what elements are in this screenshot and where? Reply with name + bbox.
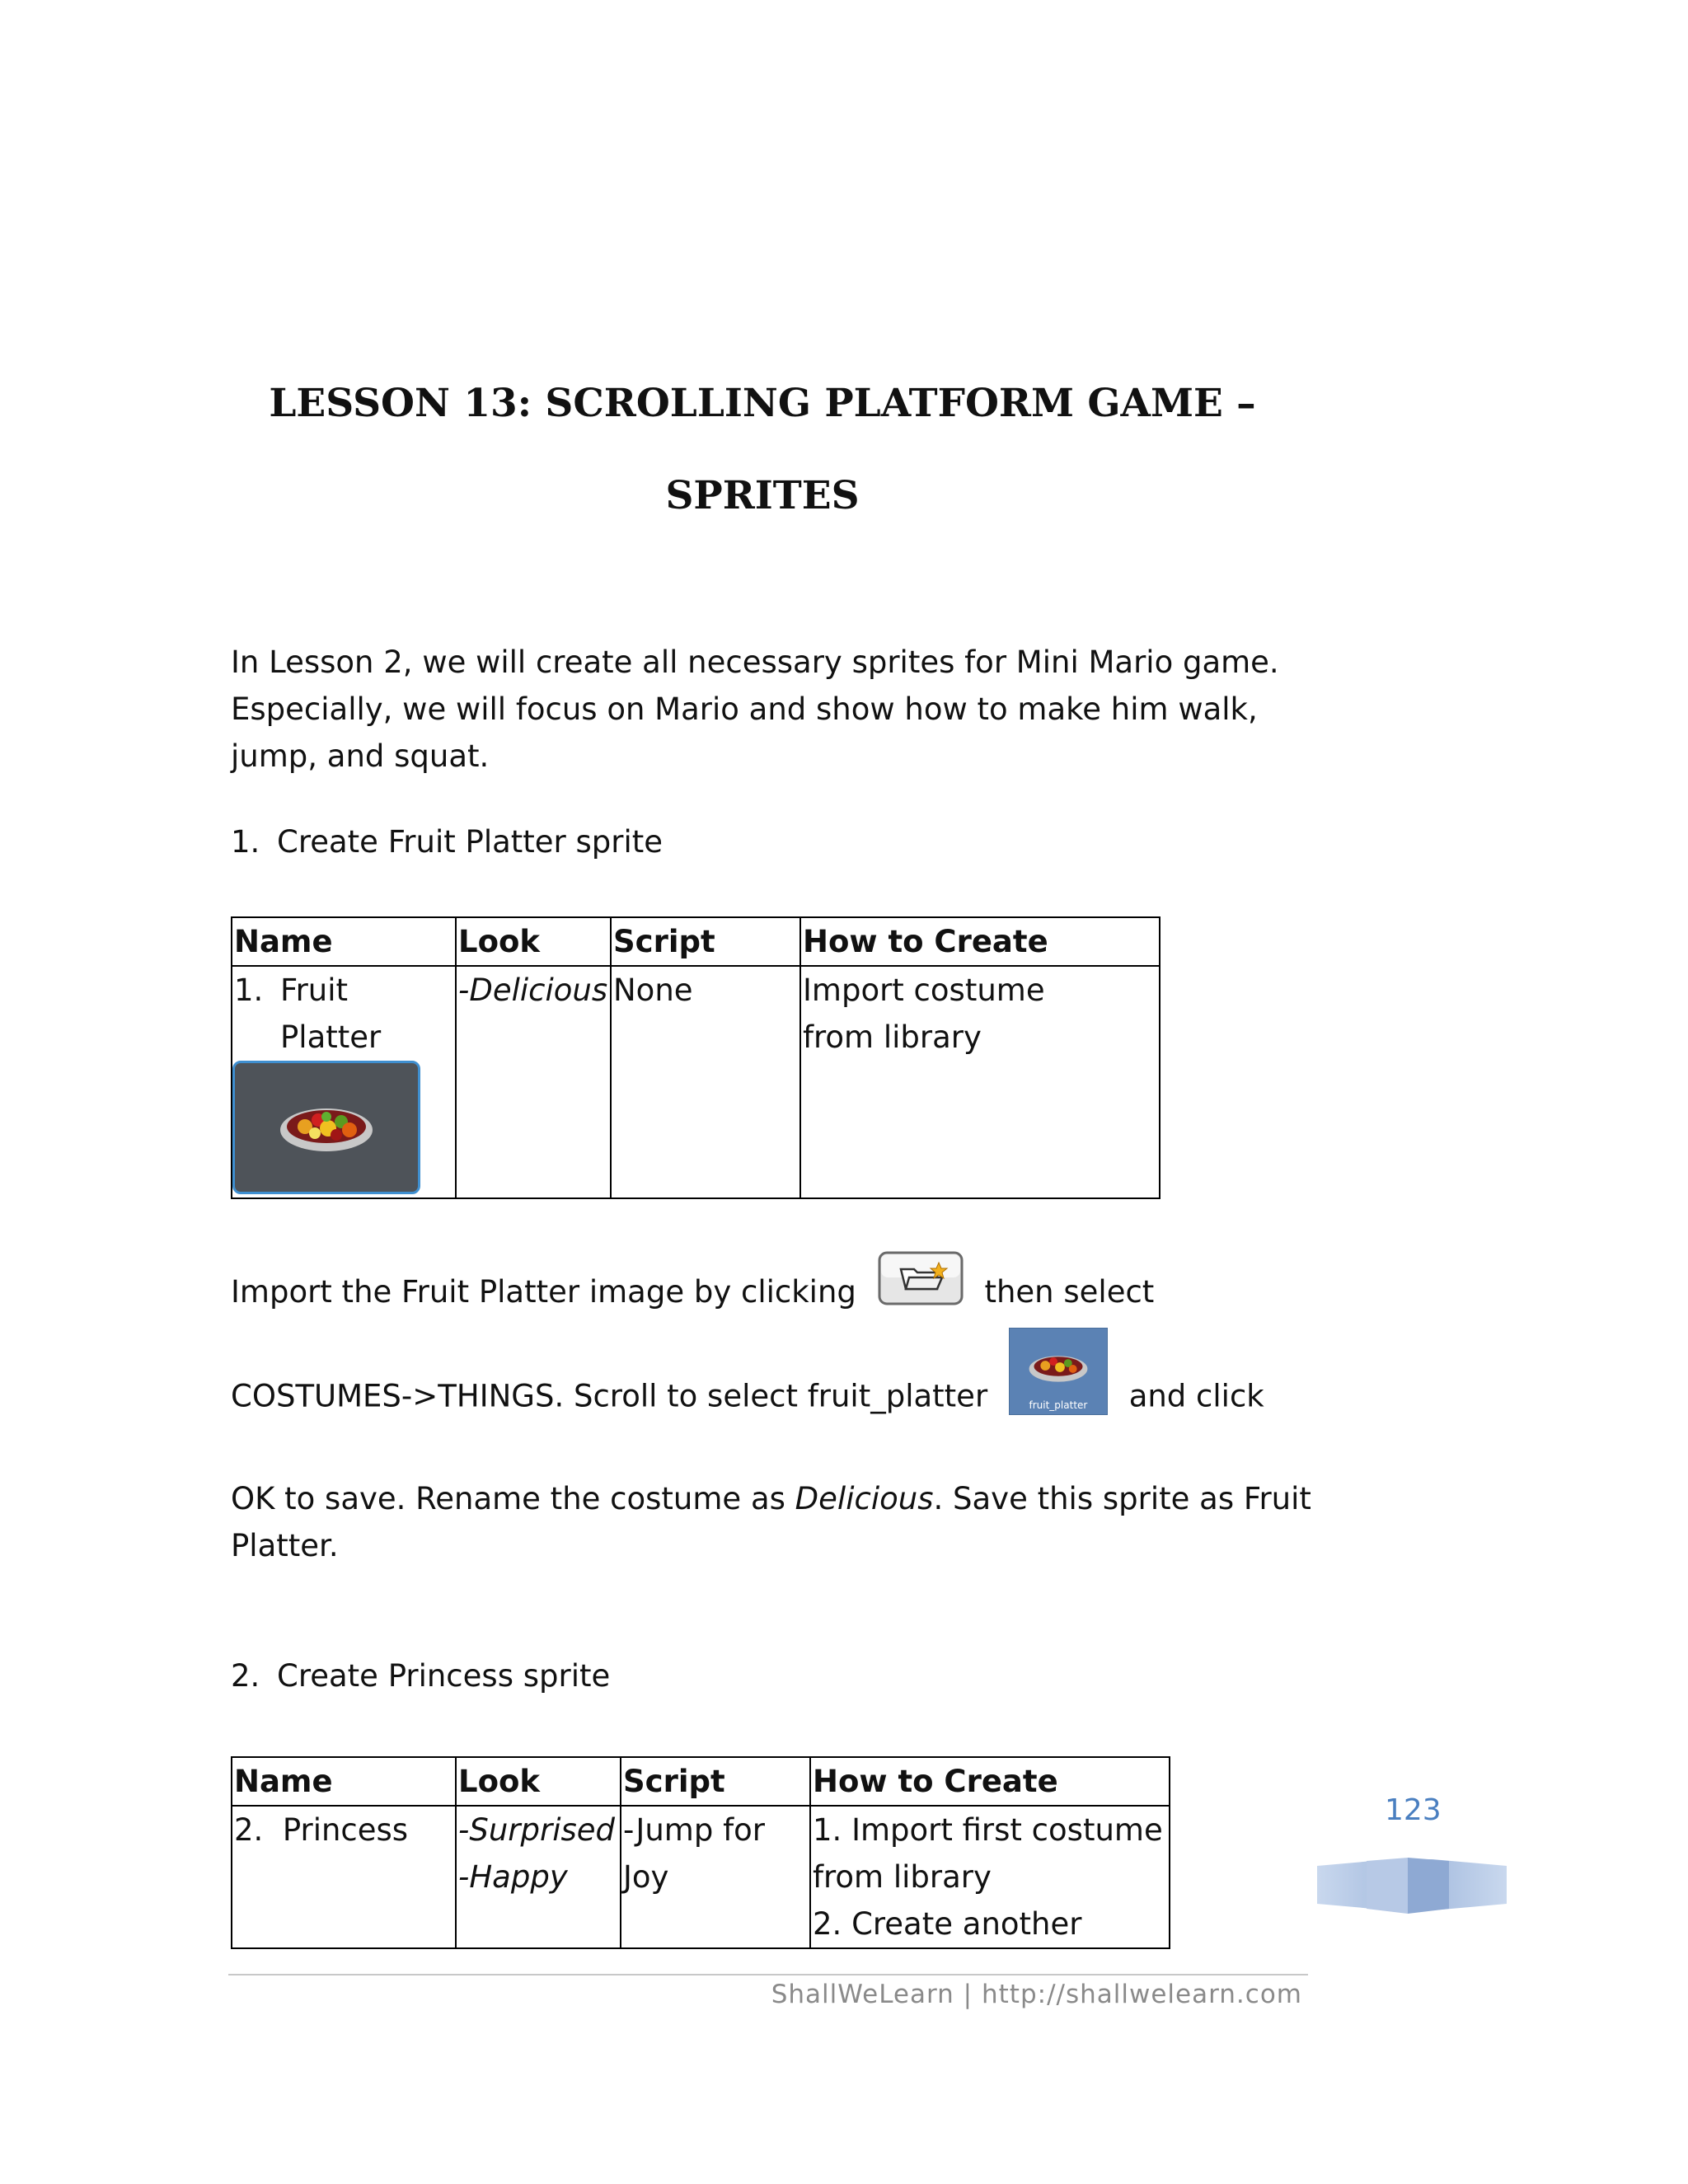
save-paragraph [231,1475,1319,1569]
cell-script: None [611,966,800,1198]
look-surprised: -Surprised [458,1812,616,1848]
save-text-italic: Delicious [795,1481,934,1516]
header-look: Look [456,1757,621,1806]
costume-text-before: COSTUMES->THINGS. Scroll to select fruit_platter [231,1378,988,1414]
cell-name: 2. Princess [232,1806,456,1948]
page-ribbon-decoration [1317,1856,1507,1914]
import-text-after: then select [984,1274,1155,1310]
lesson-title-line2: SPRITES [665,473,860,518]
header-how-to-create: How to Create [810,1757,1170,1806]
thumbnail-label: fruit_platter [1029,1399,1088,1411]
header-how-to-create: How to Create [800,917,1160,966]
row-number: 1. [234,972,264,1008]
cell-how-to-create [810,1806,1170,1948]
princess-table [231,1756,1170,1949]
fruit-platter-costume-thumbnail[interactable] [1009,1328,1108,1415]
look-happy: -Happy [458,1859,568,1895]
lesson-title-line1: LESSON 13: SCROLLING PLATFORM GAME – [269,381,1256,426]
step-1-number: 1. [231,824,260,860]
table-row [232,1806,1170,1948]
import-text-before: Import the Fruit Platter image by clicking [231,1274,856,1310]
footer-text: ShallWeLearn | http://shallwelearn.com [771,1980,1302,2009]
import-instruction [231,1263,1154,1324]
step-2-text: Create Princess sprite [277,1658,611,1694]
costume-text-after: and click [1128,1378,1264,1414]
table-row [232,966,1160,1198]
fruit-platter-thumbnail [232,1061,420,1194]
cell-script [621,1806,810,1948]
step-2-number: 2. [231,1658,260,1694]
how-line1: 1. Import first costume [813,1812,1163,1848]
fruit-platter-icon [1010,1333,1107,1399]
import-button[interactable] [878,1251,964,1313]
save-text-part2: . Save this sprite as Fruit Platter. [231,1481,1311,1563]
page-number: 123 [1385,1793,1442,1827]
fruit-platter-icon [277,1099,376,1156]
how-line2: from library [813,1859,992,1895]
folder-star-icon [878,1251,964,1305]
sprite-name-line1: Fruit [280,972,349,1008]
costume-instruction [231,1354,1264,1441]
save-text-part1: OK to save. Rename the costume as [231,1481,795,1516]
cell-look [456,1806,621,1948]
step-2-heading [231,1658,610,1694]
header-script: Script [611,917,800,966]
table-header-row [232,1757,1170,1806]
cell-how-to-create: Import costume from library [800,966,1160,1198]
fruit-platter-table [231,916,1160,1199]
footer-divider [228,1974,1308,1975]
script-line2: Joy [623,1859,669,1895]
table-header-row [232,917,1160,966]
how-line3: 2. Create another [813,1906,1082,1942]
header-script: Script [621,1757,810,1806]
header-name: Name [232,917,456,966]
header-name: Name [232,1757,456,1806]
step-1-text: Create Fruit Platter sprite [277,824,663,860]
script-line1: -Jump for [623,1812,765,1848]
sprite-name-line2: Platter [280,1019,382,1055]
header-look: Look [456,917,611,966]
cell-name [232,966,456,1198]
step-1-heading [231,824,663,860]
intro-paragraph: In Lesson 2, we will create all necessary sprites for Mini Mario game. Especially, we will focus on Mario and show how to make him walk, jump, and squat. [231,644,1279,774]
cell-look [456,966,611,1198]
look-delicious: -Delicious [458,972,608,1008]
